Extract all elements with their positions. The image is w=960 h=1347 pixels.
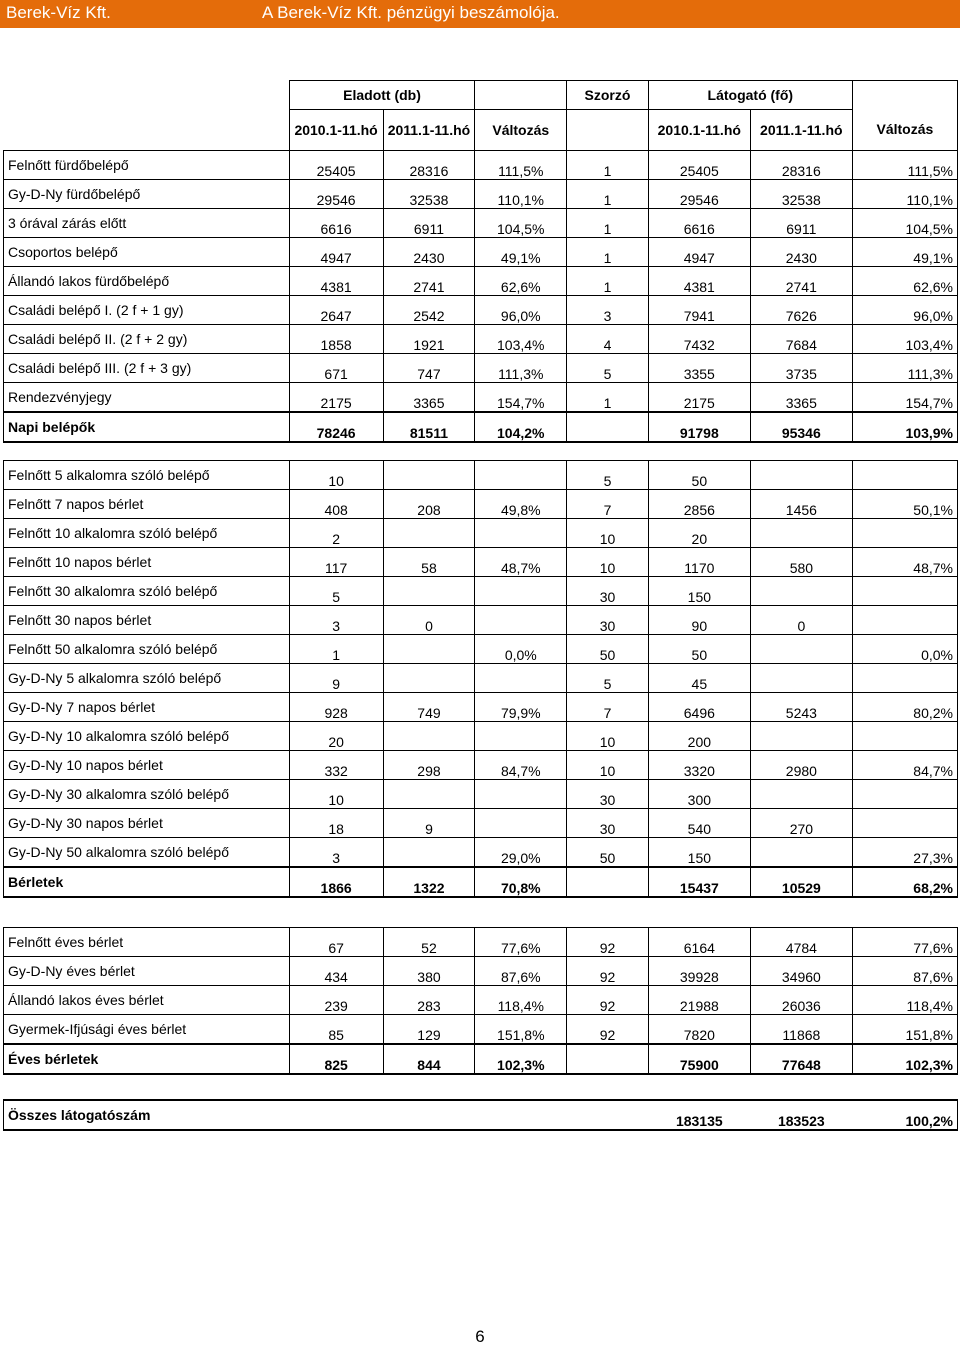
cell: 29546 <box>648 180 750 209</box>
cell: 1322 <box>383 867 475 897</box>
pass-row <box>4 519 958 548</box>
cell: 200 <box>648 722 750 751</box>
cell: 10 <box>567 519 649 548</box>
cell <box>750 722 852 751</box>
pass-row <box>4 722 958 751</box>
pass-total-label: Bérletek <box>4 867 290 897</box>
cell <box>475 461 567 490</box>
cell <box>852 606 957 635</box>
cell: 749 <box>383 693 475 722</box>
cell: 332 <box>289 751 383 780</box>
visitors-header: Látogató (fő) <box>648 81 852 110</box>
cell: 2175 <box>289 383 383 413</box>
cell <box>383 577 475 606</box>
cell: 1921 <box>383 325 475 354</box>
grand-total-table <box>3 1099 958 1131</box>
cell: 45 <box>648 664 750 693</box>
pass-row <box>4 780 958 809</box>
cell: 30 <box>567 577 649 606</box>
annual-row <box>4 986 958 1015</box>
cell: 298 <box>383 751 475 780</box>
cell: 20 <box>648 519 750 548</box>
cell: 103,4% <box>475 325 567 354</box>
cell <box>852 809 957 838</box>
cell: 49,1% <box>852 238 957 267</box>
cell: 5 <box>567 354 649 383</box>
cell: 4381 <box>289 267 383 296</box>
cell <box>383 722 475 751</box>
cell <box>852 577 957 606</box>
cell <box>383 519 475 548</box>
cell: 50 <box>567 635 649 664</box>
row-label: Felnőtt fürdőbelépő <box>4 151 290 180</box>
cell: 3735 <box>750 354 852 383</box>
row-label: Felnőtt 30 alkalomra szóló belépő <box>4 577 290 606</box>
cell: 104,5% <box>852 209 957 238</box>
cell: 25405 <box>648 151 750 180</box>
daily-row <box>4 354 958 383</box>
row-label: Felnőtt éves bérlet <box>4 928 290 957</box>
cell: 110,1% <box>475 180 567 209</box>
cell: 1 <box>567 209 649 238</box>
cell: 7432 <box>648 325 750 354</box>
annual-total-label: Éves bérletek <box>4 1044 290 1074</box>
cell: 3 <box>289 606 383 635</box>
cell: 18 <box>289 809 383 838</box>
cell: 7 <box>567 693 649 722</box>
pass-row <box>4 809 958 838</box>
cell: 6616 <box>648 209 750 238</box>
cell: 29546 <box>289 180 383 209</box>
cell: 1858 <box>289 325 383 354</box>
sold-2010-header: 2010.1-11.hó <box>289 110 383 151</box>
row-label: Gy-D-Ny 50 alkalomra szóló belépő <box>4 838 290 868</box>
cell <box>750 664 852 693</box>
cell: 92 <box>567 986 649 1015</box>
cell: 928 <box>289 693 383 722</box>
cell: 10 <box>567 751 649 780</box>
cell: 11868 <box>750 1015 852 1045</box>
cell: 111,5% <box>475 151 567 180</box>
cell: 380 <box>383 957 475 986</box>
visitors-2010-header: 2010.1-11.hó <box>648 110 750 151</box>
cell: 10 <box>289 461 383 490</box>
cell: 15437 <box>648 867 750 897</box>
cell: 844 <box>383 1044 475 1074</box>
row-label: Felnőtt 10 alkalomra szóló belépő <box>4 519 290 548</box>
cell: 62,6% <box>852 267 957 296</box>
cell <box>750 838 852 868</box>
daily-total-row <box>4 412 958 442</box>
cell: 3 <box>567 296 649 325</box>
pass-row <box>4 838 958 868</box>
cell: 7684 <box>750 325 852 354</box>
cell: 208 <box>383 490 475 519</box>
cell <box>750 577 852 606</box>
cell <box>475 519 567 548</box>
cell: 58 <box>383 548 475 577</box>
cell: 0 <box>383 606 475 635</box>
cell: 6911 <box>383 209 475 238</box>
company-name: Berek-Víz Kft. <box>6 3 111 22</box>
cell: 10 <box>567 548 649 577</box>
daily-entries-table <box>3 80 958 443</box>
cell: 154,7% <box>852 383 957 413</box>
cell: 100,2% <box>852 1100 957 1130</box>
cell: 84,7% <box>475 751 567 780</box>
cell: 6616 <box>289 209 383 238</box>
daily-row <box>4 296 958 325</box>
cell <box>852 780 957 809</box>
cell: 68,2% <box>852 867 957 897</box>
cell <box>475 809 567 838</box>
cell: 4784 <box>750 928 852 957</box>
cell: 270 <box>750 809 852 838</box>
cell <box>852 722 957 751</box>
row-label: Gy-D-Ny fürdőbelépő <box>4 180 290 209</box>
pass-row <box>4 548 958 577</box>
cell: 77,6% <box>475 928 567 957</box>
cell: 30 <box>567 606 649 635</box>
cell: 9 <box>383 809 475 838</box>
cell: 7 <box>567 490 649 519</box>
pass-row <box>4 490 958 519</box>
cell <box>750 461 852 490</box>
visitors-2011-header: 2011.1-11.hó <box>750 110 852 151</box>
cell: 0 <box>750 606 852 635</box>
cell: 78246 <box>289 412 383 442</box>
cell: 434 <box>289 957 383 986</box>
cell: 2980 <box>750 751 852 780</box>
pass-row <box>4 577 958 606</box>
cell: 7626 <box>750 296 852 325</box>
cell: 110,1% <box>852 180 957 209</box>
cell <box>750 780 852 809</box>
row-label: Családi belépő II. (2 f + 2 gy) <box>4 325 290 354</box>
cell <box>475 577 567 606</box>
cell: 5 <box>567 664 649 693</box>
cell <box>750 635 852 664</box>
cell: 39928 <box>648 957 750 986</box>
cell: 30 <box>567 809 649 838</box>
daily-row <box>4 209 958 238</box>
cell: 4947 <box>289 238 383 267</box>
cell <box>567 1044 649 1074</box>
cell: 50 <box>648 461 750 490</box>
cell: 408 <box>289 490 383 519</box>
row-label: Állandó lakos fürdőbelépő <box>4 267 290 296</box>
cell: 129 <box>383 1015 475 1045</box>
pass-row <box>4 606 958 635</box>
row-label: Csoportos belépő <box>4 238 290 267</box>
cell: 2430 <box>383 238 475 267</box>
row-label: Családi belépő III. (2 f + 3 gy) <box>4 354 290 383</box>
pass-row <box>4 693 958 722</box>
daily-row <box>4 267 958 296</box>
cell: 27,3% <box>852 838 957 868</box>
cell: 1 <box>567 238 649 267</box>
cell: 2741 <box>750 267 852 296</box>
cell: 6911 <box>750 209 852 238</box>
pass-row <box>4 635 958 664</box>
cell: 3320 <box>648 751 750 780</box>
page-header-bar <box>0 0 960 28</box>
cell: 111,5% <box>852 151 957 180</box>
cell: 52 <box>383 928 475 957</box>
row-label: Felnőtt 7 napos bérlet <box>4 490 290 519</box>
cell: 151,8% <box>852 1015 957 1045</box>
cell: 3355 <box>648 354 750 383</box>
visitors-change-header: Változás <box>852 110 957 151</box>
row-label: Gy-D-Ny éves bérlet <box>4 957 290 986</box>
pass-row <box>4 461 958 490</box>
row-label: 3 órával zárás előtt <box>4 209 290 238</box>
row-label: Felnőtt 50 alkalomra szóló belépő <box>4 635 290 664</box>
cell: 50,1% <box>852 490 957 519</box>
cell: 7941 <box>648 296 750 325</box>
cell: 540 <box>648 809 750 838</box>
cell: 3 <box>289 838 383 868</box>
cell: 77648 <box>750 1044 852 1074</box>
cell: 25405 <box>289 151 383 180</box>
cell: 84,7% <box>852 751 957 780</box>
grand-total-label: Összes látogatószám <box>4 1100 649 1130</box>
cell: 20 <box>289 722 383 751</box>
cell: 150 <box>648 577 750 606</box>
cell: 1866 <box>289 867 383 897</box>
cell: 50 <box>567 838 649 868</box>
cell: 5 <box>289 577 383 606</box>
annual-total-row <box>4 1044 958 1074</box>
cell: 70,8% <box>475 867 567 897</box>
cell: 10 <box>289 780 383 809</box>
cell: 1170 <box>648 548 750 577</box>
cell: 96,0% <box>475 296 567 325</box>
cell <box>475 722 567 751</box>
cell: 92 <box>567 928 649 957</box>
annual-row <box>4 957 958 986</box>
row-label: Családi belépő I. (2 f + 1 gy) <box>4 296 290 325</box>
cell: 67 <box>289 928 383 957</box>
cell: 92 <box>567 957 649 986</box>
cell: 6164 <box>648 928 750 957</box>
row-label: Felnőtt 5 alkalomra szóló belépő <box>4 461 290 490</box>
cell: 4381 <box>648 267 750 296</box>
cell: 1 <box>567 151 649 180</box>
cell: 32538 <box>750 180 852 209</box>
cell: 49,8% <box>475 490 567 519</box>
cell <box>567 412 649 442</box>
row-label: Gy-D-Ny 10 napos bérlet <box>4 751 290 780</box>
cell: 104,2% <box>475 412 567 442</box>
cell: 747 <box>383 354 475 383</box>
annual-passes-table <box>3 927 958 1075</box>
cell: 95346 <box>750 412 852 442</box>
cell: 1456 <box>750 490 852 519</box>
daily-total-label: Napi belépők <box>4 412 290 442</box>
row-label: Rendezvényjegy <box>4 383 290 413</box>
sold-2011-header: 2011.1-11.hó <box>383 110 475 151</box>
cell <box>383 461 475 490</box>
cell: 5 <box>567 461 649 490</box>
cell <box>475 606 567 635</box>
cell: 30 <box>567 780 649 809</box>
cell: 4947 <box>648 238 750 267</box>
cell: 92 <box>567 1015 649 1045</box>
row-label: Állandó lakos éves bérlet <box>4 986 290 1015</box>
cell: 34960 <box>750 957 852 986</box>
cell <box>750 519 852 548</box>
cell: 2741 <box>383 267 475 296</box>
cell <box>475 780 567 809</box>
cell: 32538 <box>383 180 475 209</box>
cell: 1 <box>567 180 649 209</box>
cell <box>383 780 475 809</box>
cell: 49,1% <box>475 238 567 267</box>
daily-row <box>4 325 958 354</box>
cell: 111,3% <box>475 354 567 383</box>
cell: 300 <box>648 780 750 809</box>
cell: 91798 <box>648 412 750 442</box>
cell: 102,3% <box>475 1044 567 1074</box>
cell: 79,9% <box>475 693 567 722</box>
cell: 28316 <box>750 151 852 180</box>
row-label: Felnőtt 10 napos bérlet <box>4 548 290 577</box>
cell: 2647 <box>289 296 383 325</box>
cell: 21988 <box>648 986 750 1015</box>
cell: 239 <box>289 986 383 1015</box>
cell: 2542 <box>383 296 475 325</box>
cell: 1 <box>567 383 649 413</box>
cell: 5243 <box>750 693 852 722</box>
cell: 671 <box>289 354 383 383</box>
cell: 111,3% <box>852 354 957 383</box>
cell: 1 <box>567 267 649 296</box>
pass-total-row <box>4 867 958 897</box>
annual-row <box>4 928 958 957</box>
cell <box>852 461 957 490</box>
cell: 96,0% <box>852 296 957 325</box>
daily-row <box>4 180 958 209</box>
cell <box>475 664 567 693</box>
cell: 150 <box>648 838 750 868</box>
row-label: Felnőtt 30 napos bérlet <box>4 606 290 635</box>
cell: 3365 <box>383 383 475 413</box>
cell: 62,6% <box>475 267 567 296</box>
cell: 151,8% <box>475 1015 567 1045</box>
cell: 50 <box>648 635 750 664</box>
cell: 102,3% <box>852 1044 957 1074</box>
cell: 118,4% <box>852 986 957 1015</box>
daily-row <box>4 383 958 413</box>
cell: 90 <box>648 606 750 635</box>
row-label: Gy-D-Ny 10 alkalomra szóló belépő <box>4 722 290 751</box>
grand-total-row <box>4 1100 958 1130</box>
row-label: Gy-D-Ny 7 napos bérlet <box>4 693 290 722</box>
cell: 2 <box>289 519 383 548</box>
passes-table <box>3 460 958 898</box>
pass-row <box>4 751 958 780</box>
cell: 87,6% <box>852 957 957 986</box>
cell: 118,4% <box>475 986 567 1015</box>
pass-row <box>4 664 958 693</box>
cell <box>852 519 957 548</box>
row-label: Gy-D-Ny 5 alkalomra szóló belépő <box>4 664 290 693</box>
cell: 2175 <box>648 383 750 413</box>
cell: 1 <box>289 635 383 664</box>
cell: 26036 <box>750 986 852 1015</box>
cell: 48,7% <box>475 548 567 577</box>
cell: 4 <box>567 325 649 354</box>
cell: 77,6% <box>852 928 957 957</box>
cell: 154,7% <box>475 383 567 413</box>
row-label: Gy-D-Ny 30 napos bérlet <box>4 809 290 838</box>
cell: 825 <box>289 1044 383 1074</box>
cell: 580 <box>750 548 852 577</box>
cell: 283 <box>383 986 475 1015</box>
cell: 183135 <box>648 1100 750 1130</box>
annual-row <box>4 1015 958 1045</box>
cell <box>567 867 649 897</box>
cell <box>383 838 475 868</box>
cell: 3365 <box>750 383 852 413</box>
sold-change-header: Változás <box>475 110 567 151</box>
cell: 117 <box>289 548 383 577</box>
cell: 2430 <box>750 238 852 267</box>
cell: 75900 <box>648 1044 750 1074</box>
sold-header: Eladott (db) <box>289 81 475 110</box>
cell: 85 <box>289 1015 383 1045</box>
cell: 81511 <box>383 412 475 442</box>
cell: 0,0% <box>475 635 567 664</box>
daily-row <box>4 238 958 267</box>
cell: 103,9% <box>852 412 957 442</box>
cell: 103,4% <box>852 325 957 354</box>
row-label: Gy-D-Ny 30 alkalomra szóló belépő <box>4 780 290 809</box>
cell: 183523 <box>750 1100 852 1130</box>
cell <box>383 635 475 664</box>
cell: 87,6% <box>475 957 567 986</box>
daily-row <box>4 151 958 180</box>
cell: 7820 <box>648 1015 750 1045</box>
cell: 48,7% <box>852 548 957 577</box>
row-label: Gyermek-Ifjúsági éves bérlet <box>4 1015 290 1045</box>
page-number: 6 <box>475 1327 485 1346</box>
cell: 10 <box>567 722 649 751</box>
cell: 9 <box>289 664 383 693</box>
cell: 28316 <box>383 151 475 180</box>
cell: 10529 <box>750 867 852 897</box>
cell: 6496 <box>648 693 750 722</box>
cell: 80,2% <box>852 693 957 722</box>
cell <box>852 664 957 693</box>
cell: 104,5% <box>475 209 567 238</box>
cell: 29,0% <box>475 838 567 868</box>
cell: 2856 <box>648 490 750 519</box>
cell: 0,0% <box>852 635 957 664</box>
cell <box>383 664 475 693</box>
multiplier-header: Szorzó <box>567 81 649 110</box>
document-title: A Berek-Víz Kft. pénzügyi beszámolója. <box>262 3 560 22</box>
